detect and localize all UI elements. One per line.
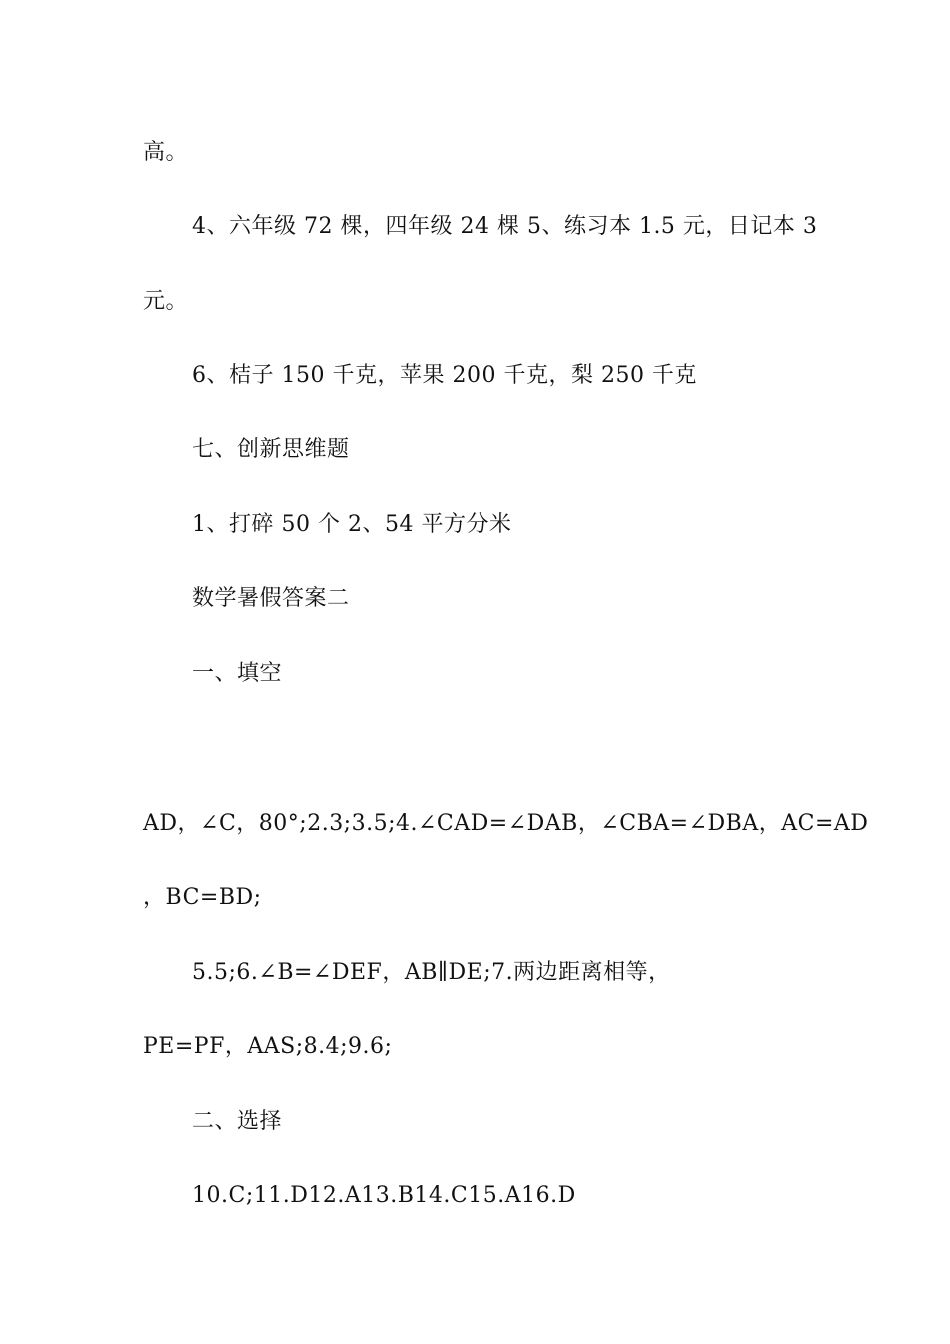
text-line: 10.C;11.D12.A13.B14.C15.A16.D	[192, 1183, 576, 1208]
text-line: ，BC=BD;	[143, 885, 262, 910]
text-line: 5.5;6.∠B=∠DEF，AB∥DE;7.两边距离相等，	[192, 960, 671, 985]
text-line: 高。	[143, 140, 189, 165]
section-heading: 七、创新思维题	[192, 437, 350, 462]
text-line: 6、桔子 150 千克，苹果 200 千克，梨 250 千克	[192, 363, 697, 388]
section-heading: 二、选择	[192, 1109, 283, 1134]
section-heading: 一、填空	[192, 661, 283, 686]
section-title: 数学暑假答案二	[192, 586, 350, 611]
text-line: AD，∠C，80°;2.3;3.5;4.∠CAD=∠DAB，∠CBA=∠DBA，AC=AD	[143, 811, 869, 836]
text-line: 4、六年级 72 棵，四年级 24 棵 5、练习本 1.5 元，日记本 3	[192, 214, 818, 239]
text-line: PE=PF，AAS;8.4;9.6;	[143, 1034, 393, 1059]
text-line: 元。	[143, 289, 189, 314]
text-line: 1、打碎 50 个 2、54 平方分米	[192, 512, 512, 537]
